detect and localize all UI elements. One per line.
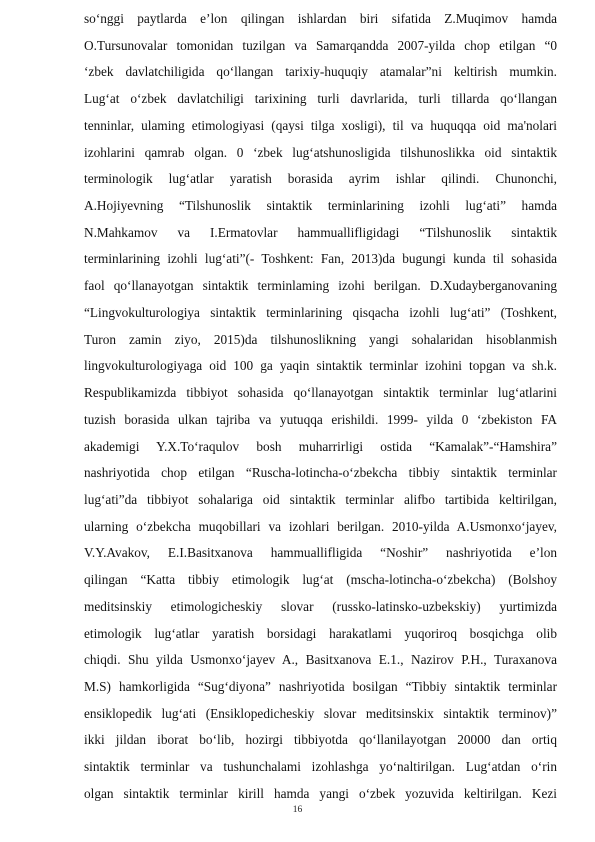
text-line: Lug‘at o‘zbek davlatchiligi tarixining turli davrlarida, turli tillarda qo‘llangan bbox=[84, 91, 557, 107]
text-line: “Lingvokulturologiya sintaktik terminlarining qisqacha izohli lug‘ati” (Toshkent, bbox=[84, 304, 557, 320]
text-line: O.Tursunovalar tomonidan tuzilgan va Samarqandda 2007-yilda chop etilgan “0 bbox=[84, 37, 557, 53]
text-line: tuzish borasida ulkan tajriba va yutuqqa erishildi. 1999- yilda 0 ‘zbekiston FA bbox=[84, 411, 557, 427]
text-line: lingvokulturologiyaga oid 100 ga yaqin sintaktik terminlar izohini topgan va sh.k. bbox=[84, 358, 557, 374]
text-line: etimologik lug‘atlar yaratish borsidagi harakatlami yuqoriroq bosqichga olib bbox=[84, 625, 557, 641]
text-line: ‘zbek davlatchiligida qo‘llangan tarixiy-huquqiy atamalar”ni keltirish mumkin. bbox=[84, 64, 557, 80]
text-line: N.Mahkamov va I.Ermatovlar hammuallifligidagi “Tilshunoslik sintaktik bbox=[84, 224, 557, 240]
text-line: chiqdi. Shu yilda Usmonxo‘jayev A., Basitxanova E.1., Nazirov P.H., Turaxanova bbox=[84, 652, 557, 668]
text-line: akademigi Y.X.To‘raqulov bosh muharrirligi ostida “Kamalak”-“Hamshira” bbox=[84, 438, 557, 454]
text-line: izohlarini qamrab olgan. 0 ‘zbek lug‘atshunosligida tilshunoslikka oid sintaktik bbox=[84, 144, 557, 160]
text-line: A.Hojiyevning “Tilshunoslik sintaktik terminlarining izohli lug‘ati” hamda bbox=[84, 198, 557, 214]
text-line: sintaktik terminlar va tushunchalami izohlashga yo‘naltirilgan. Lug‘atdan o‘rin bbox=[84, 759, 557, 775]
text-line: so‘nggi paytlarda e’lon qilingan ishlardan biri sifatida Z.Muqimov hamda bbox=[84, 11, 557, 26]
text-line: qilingan “Katta tibbiy etimologik lug‘at (mscha-lotincha-o‘zbekcha) (Bolshoy bbox=[84, 572, 557, 588]
text-line: tenninlar, ulaming etimologiyasi (qaysi tilga xosligi), til va huquqqa oid ma'nolari bbox=[84, 117, 557, 133]
text-line: ularning o‘zbekcha muqobillari va izohlari berilgan. 2010-yilda A.Usmonxo‘jayev, bbox=[84, 518, 557, 534]
text-line: terminlarining izohli lug‘ati”(- Toshkent: Fan, 2013)da bugungi kunda til sohasida bbox=[84, 251, 557, 267]
text-line: ikki jildan iborat bo‘lib, hozirgi tibbiyotda qo‘llanilayotgan 20000 dan ortiq bbox=[84, 732, 557, 748]
text-line: lug‘ati”da tibbiyot sohalariga oid sintaktik terminlar alifbo tartibida keltirilgan, bbox=[84, 491, 557, 507]
text-line: Respublikamizda tibbiyot sohasida qo‘llanayotgan sintaktik terminlar lug‘atlarini bbox=[84, 385, 557, 401]
body-text bbox=[84, 6, 557, 808]
text-line: Turon zamin ziyo, 2015)da tilshunoslikning yangi sohalaridan hisoblanmish bbox=[84, 331, 557, 347]
text-line: M.S) hamkorligida “Sug‘diyona” nashriyotida bosilgan “Tibbiy sintaktik terminlar bbox=[84, 678, 557, 694]
text-line: V.Y.Avakov, E.I.Basitxanova hammuallifligida “Noshir” nashriyotida e’lon bbox=[84, 545, 557, 561]
text-line: nashriyotida chop etilgan “Ruscha-lotincha-o‘zbekcha tibbiy sintaktik terminlar bbox=[84, 465, 557, 481]
text-line: faol qo‘llanayotgan sintaktik terminlaming izohi berilgan. D.Xudayberganovaning bbox=[84, 278, 557, 294]
page-number: 16 bbox=[292, 805, 303, 815]
text-line: meditsinskiy etimologicheskiy slovar (russko-latinsko-uzbekskiy) yurtimizda bbox=[84, 598, 557, 614]
text-line: olgan sintaktik terminlar kirill hamda yangi o‘zbek yozuvida keltirilgan. Kezi bbox=[84, 785, 557, 801]
text-line: ensiklopedik lug‘ati (Ensiklopedicheskiy slovar meditsinskix sintaktik terminov)” bbox=[84, 705, 557, 721]
text-line: terminologik lug‘atlar yaratish borasida ayrim ishlar qilindi. Chunonchi, bbox=[84, 171, 557, 187]
